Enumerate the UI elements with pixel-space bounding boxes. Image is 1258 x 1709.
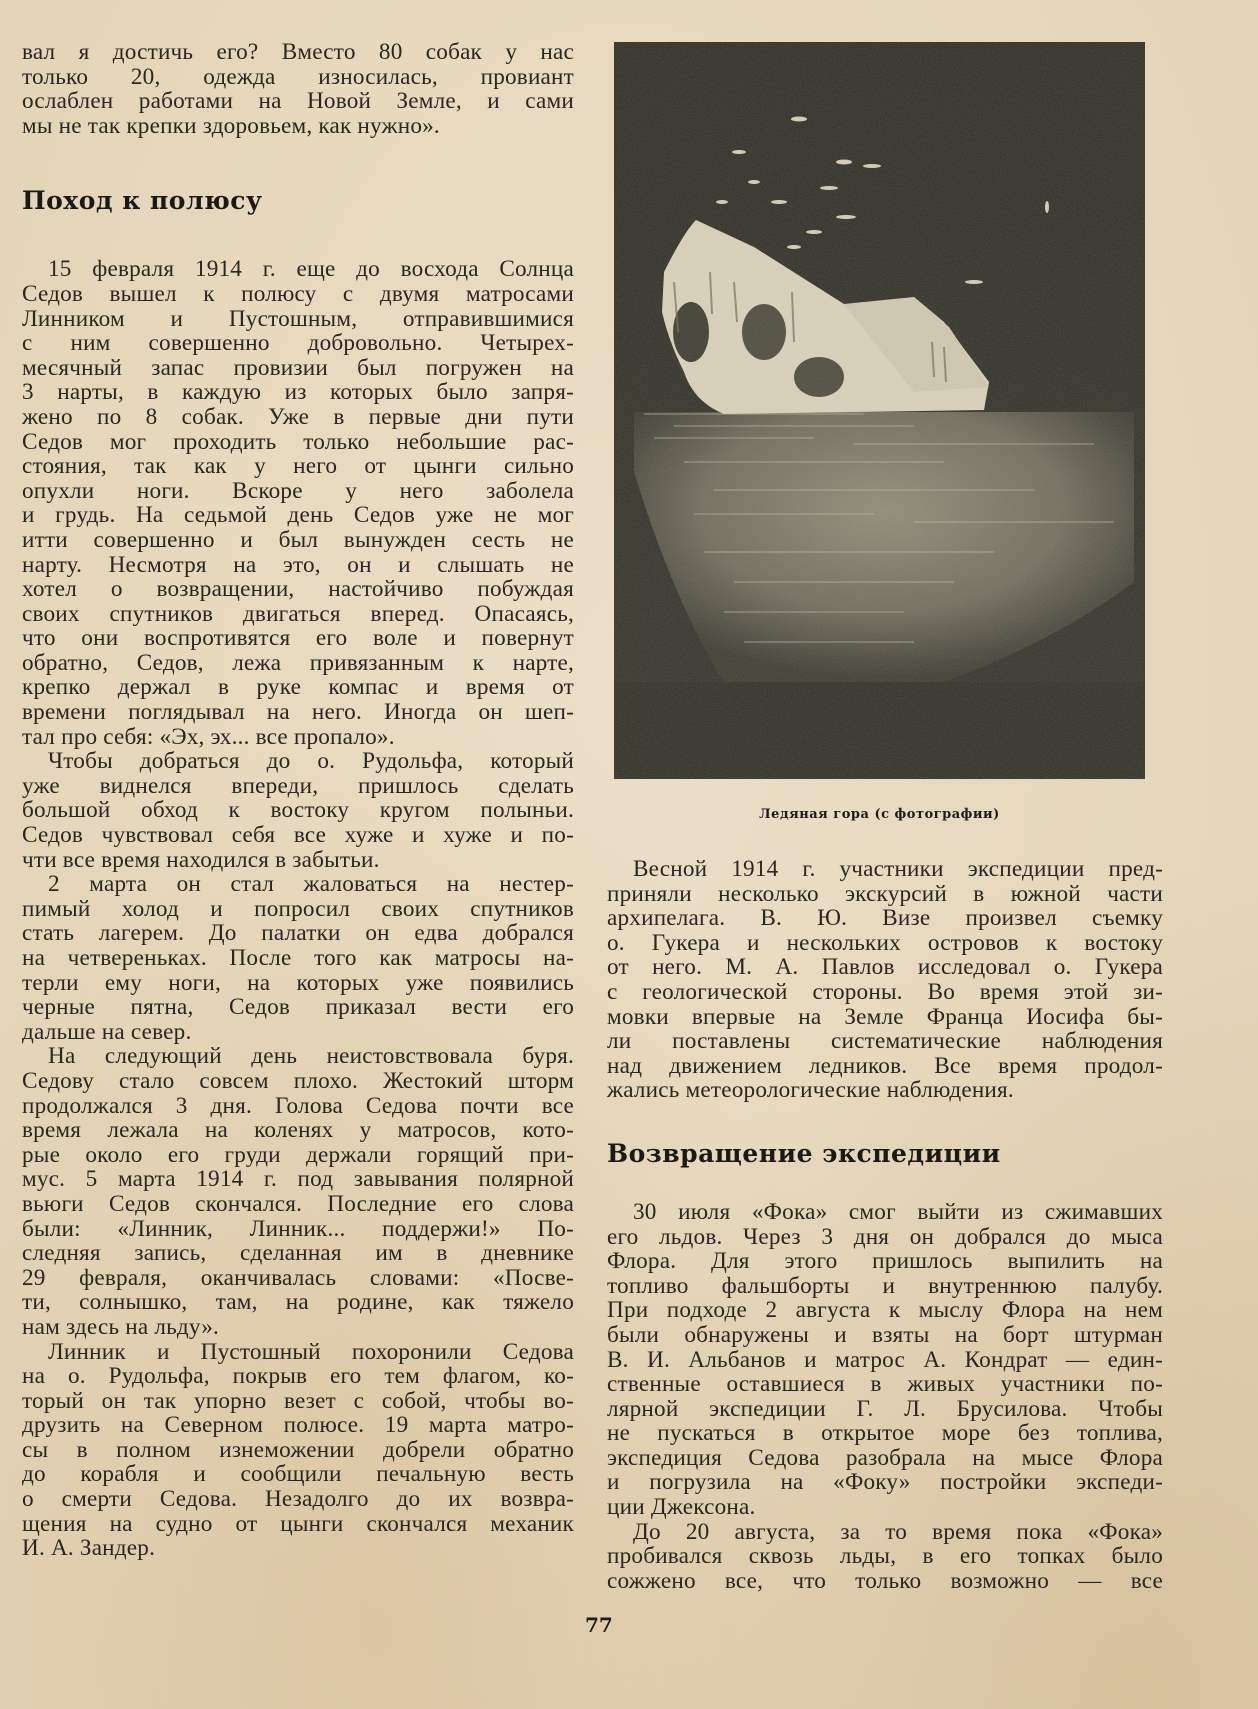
text-line: жались метеорологические наблюдения. — [607, 1077, 1014, 1104]
text-line: жено по 8 собак. Уже в первые дни пути — [22, 403, 574, 430]
text-line: лярной экспедиции Г. Л. Брусилова. Чтобы — [607, 1395, 1163, 1422]
page-number: 77 — [585, 1613, 613, 1637]
text-line: не пускаться в открытое море без топлива, — [607, 1420, 1163, 1447]
text-line: вал я достичь его? Вместо 80 собак у нас — [22, 39, 574, 65]
paragraph — [22, 872, 574, 1044]
figure-caption: Ледяная гора (с фотографии) — [759, 807, 1000, 822]
text-line: 30 июля «Фока» смог выйти из сжимавших — [633, 1198, 1163, 1225]
text-line: и грудь. На седьмой день Седов уже не мог — [22, 502, 574, 529]
text-line: мы не так крепки здоровьем, как нужно». — [22, 112, 440, 139]
text-line: архипелага. В. Ю. Визе произвел съемку — [607, 905, 1163, 932]
text-line: торый он так упорно везет с собой, чтобы во- — [22, 1387, 574, 1414]
text-line: ственные оставшиеся в живых участники по- — [607, 1371, 1163, 1398]
left-column — [22, 40, 574, 1561]
text-line: Флора. Для этого пришлось выпилить на — [607, 1248, 1163, 1275]
text-line: Весной 1914 г. участники экспедиции пред- — [633, 856, 1163, 882]
text-line: сы в полном изнеможении добрели обратно — [22, 1436, 574, 1463]
text-line: ослаблен работами на Новой Земле, и сами — [22, 88, 574, 115]
text-line: чти все время находился в забытьи. — [22, 846, 380, 873]
text-line: только 20, одежда износилась, провиант — [22, 63, 574, 90]
text-line: стояния, так как у него от цынги сильно — [22, 453, 574, 480]
text-line: хотел о возвращении, настойчиво побуждая — [22, 576, 574, 603]
text-line: с геологической стороны. Во время этой зи- — [607, 978, 1163, 1005]
text-line: вьюги Седов скончался. Последние его слова — [22, 1190, 574, 1217]
text-line: тал про себя: «Эх, эх... все пропало». — [22, 723, 395, 750]
text-line: были обнаружены и взяты на борт штурман — [607, 1321, 1163, 1348]
section-heading-expedition-return: Возвращение экспедиции — [607, 1138, 1001, 1168]
text-line: время лежала на коленях у матросов, кото- — [22, 1117, 574, 1144]
paragraph — [607, 1520, 1163, 1594]
text-line: мовки впервые на Земле Франца Иосифа бы- — [607, 1003, 1163, 1030]
text-line: рые около его груди держали горящий при- — [22, 1141, 574, 1168]
text-line: и погрузила на «Фоку» постройки экспеди- — [607, 1469, 1163, 1496]
text-line: продолжался 3 дня. Голова Седова почти все — [22, 1092, 574, 1119]
text-line: И. А. Зандер. — [22, 1535, 156, 1562]
text-line: о смерти Седова. Незадолго до их возвра- — [22, 1486, 574, 1513]
text-line: большой обход к востоку кругом полыньи. — [22, 797, 574, 824]
text-line: ти, солнышко, там, на родине, как тяжело — [22, 1289, 574, 1316]
left-column-body — [22, 257, 574, 1560]
section-heading-march-to-pole: Поход к полюсу — [22, 186, 263, 216]
text-line: друзить на Северном полюсе. 19 марта матро- — [22, 1412, 574, 1439]
text-line: стать лагерем. До палатки он едва добрался — [22, 920, 574, 947]
text-line: ции Джексона. — [607, 1494, 756, 1521]
text-line: 29 февраля, оканчивалась словами: «Посве- — [22, 1264, 574, 1291]
text-line: о. Гукера и нескольких островов к востоку — [607, 929, 1163, 956]
text-line: На следующий день неистовствовала буря. — [48, 1043, 574, 1070]
paragraph — [22, 1044, 574, 1339]
text-line: щения на судно от цынги скончался механик — [22, 1510, 574, 1537]
text-line: мус. 5 марта 1914 г. под завывания полярной — [22, 1166, 574, 1193]
iceberg-image — [614, 42, 1145, 779]
text-line: времени поглядывал на него. Иногда он шеп- — [22, 699, 574, 726]
text-line: сожжено все, что только возможно — все — [607, 1567, 1163, 1594]
text-line: Линник и Пустошный похоронили Седова — [48, 1338, 574, 1365]
intro-text — [22, 40, 574, 138]
text-line: При подходе 2 августа к мыслу Флора на нем — [607, 1297, 1163, 1324]
text-line: от него. М. А. Павлов исследовал о. Гукера — [607, 954, 1163, 981]
text-line: ли поставлены систематические наблюдения — [607, 1028, 1163, 1055]
text-line: В. И. Альбанов и матрос А. Кондрат — един- — [607, 1346, 1163, 1373]
text-line: месячный запас провизии был погружен на — [22, 354, 574, 381]
text-line: следняя запись, сделанная им в дневнике — [22, 1240, 574, 1267]
text-line: нам здесь на льду». — [22, 1313, 220, 1340]
text-line: Чтобы добраться до о. Рудольфа, который — [48, 748, 574, 775]
text-line: над движением ледников. Все время продол- — [607, 1052, 1163, 1079]
text-line: опухли ноги. Вскоре у него заболела — [22, 477, 574, 504]
paragraph — [22, 1340, 574, 1561]
text-line: до корабля и сообщили печальную весть — [22, 1461, 574, 1488]
text-line: своих спутников двигаться вперед. Опасаясь, — [22, 600, 574, 627]
text-line: его льдов. Через 3 дня он добрался до мыса — [607, 1223, 1163, 1250]
text-line: терли ему ноги, на которых уже появились — [22, 969, 574, 996]
text-line: что они воспротивятся его воле и повернут — [22, 625, 574, 652]
text-line: 15 февраля 1914 г. еще до восхода Солнца — [48, 256, 574, 283]
text-line: экспедиция Седова разобрала на мысе Флора — [607, 1444, 1163, 1471]
text-line: До 20 августа, за то время пока «Фока» — [633, 1518, 1163, 1545]
text-line: итти совершенно и был вынужден сесть не — [22, 526, 574, 553]
text-line: обратно, Седов, лежа привязанным к нарте, — [22, 649, 574, 676]
text-line: нарту. Несмотря на это, он и слышать не — [22, 551, 574, 578]
text-line: Седов мог проходить только небольшие рас- — [22, 428, 574, 455]
text-line: с ним совершенно добровольно. Четырех- — [22, 330, 574, 357]
text-line: Седову стало совсем плохо. Жестокий шторм — [22, 1067, 574, 1094]
text-line: пимый холод и попросил своих спутников — [22, 895, 574, 922]
text-line: были: «Линник, Линник... поддержи!» По- — [22, 1215, 574, 1242]
paragraph — [22, 257, 574, 749]
text-line: Линником и Пустошным, отправившимися — [22, 305, 574, 332]
right-column-body — [607, 857, 1163, 1593]
text-line: дальше на север. — [22, 1018, 192, 1045]
text-line: уже виднелся впереди, пришлось сделать — [22, 772, 574, 799]
text-line: на о. Рудольфа, покрыв его тем флагом, ко- — [22, 1363, 574, 1390]
text-line: Седов вышел к полюсу с двумя матросами — [22, 280, 574, 307]
text-line: Седов чувствовал себя все хуже и хуже и по- — [22, 822, 574, 849]
text-line: на четвереньках. После того как матросы на- — [22, 945, 574, 971]
iceberg-illustration — [614, 42, 1145, 779]
text-line: пробивался сквозь льды, в его топках было — [607, 1543, 1163, 1570]
text-line: топливо фальшборты и внутреннюю палубу. — [607, 1272, 1163, 1299]
paragraph — [22, 749, 574, 872]
text-line: приняли несколько экскурсий в южной части — [607, 880, 1163, 907]
text-line: черные пятна, Седов приказал вести его — [22, 994, 574, 1021]
text-line: крепко держал в руке компас и время от — [22, 674, 574, 701]
text-line: 2 марта он стал жаловаться на нестер- — [48, 871, 574, 898]
paragraph — [607, 1200, 1163, 1520]
text-line: 3 нарты, в каждую из которых было запря- — [22, 379, 574, 406]
paragraph — [607, 857, 1163, 1103]
